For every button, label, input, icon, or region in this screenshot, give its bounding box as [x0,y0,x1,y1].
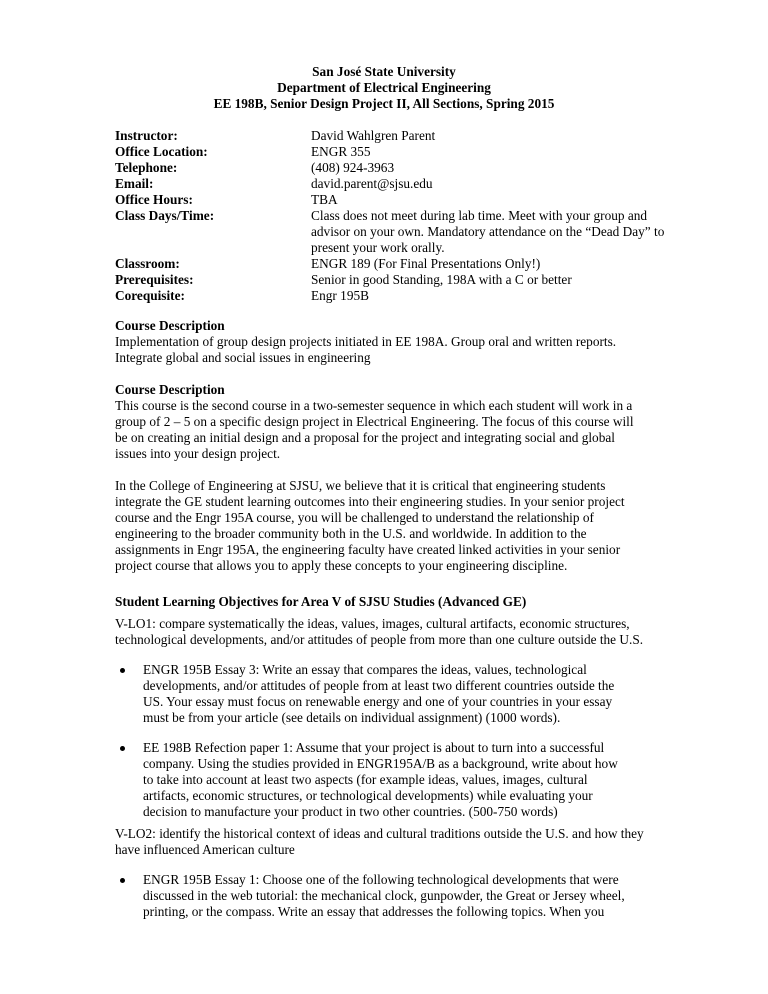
info-row-telephone [115,160,675,176]
paragraph-line: project course that allows you to apply these concepts to your engineering discipline. [115,558,568,573]
info-row-office-hours [115,192,675,208]
info-row-office-location [115,144,675,160]
list-item-line: ENGR 195B Essay 1: Choose one of the following technological developments that were [143,872,619,887]
telephone-label: Telephone: [115,160,178,175]
info-row-instructor [115,128,675,144]
paragraph-line: V-LO2: identify the historical context of ideas and cultural traditions outside the U.S. and how they [115,826,644,841]
paragraph-line: Integrate global and social issues in engineering [115,350,371,365]
email-value: david.parent@sjsu.edu [311,176,433,191]
vlo1-text [115,616,675,648]
paragraph-line: be on creating an initial design and a proposal for the project and integrating social and global [115,430,615,445]
info-row-class-days [115,208,675,256]
list-item [115,662,675,726]
paragraph-line: Implementation of group design projects initiated in EE 198A. Group oral and written reports. [115,334,617,349]
list-item-line: must be from your article (see details on individual assignment) (1000 words). [143,710,561,725]
office-location-value: ENGR 355 [311,144,371,159]
bullet-icon [120,746,125,751]
class-days-value-line: Class does not meet during lab time. Meet with your group and [311,208,648,223]
section-heading: Course Description [115,382,225,397]
prerequisites-value: Senior in good Standing, 198A with a C or better [311,272,572,287]
paragraph-line: have influenced American culture [115,842,295,857]
class-days-value [311,208,681,256]
paragraph-line: In the College of Engineering at SJSU, we believe that it is critical that engineering students [115,478,606,493]
list-item-line: artifacts, economic structures, or technological developments) while evaluating your [143,788,593,803]
info-row-prerequisites [115,272,675,288]
paragraph-line: technological developments, and/or attitudes of people from more than one culture outside the U.S. [115,632,644,647]
section-heading: Student Learning Objectives for Area V of SJSU Studies (Advanced GE) [115,594,527,609]
department-name: Department of Electrical Engineering [277,80,491,95]
instructor-label: Instructor: [115,128,178,143]
learning-objectives-section [115,594,675,920]
document-header [0,64,768,112]
list-item-line: decision to manufacture your product in two other countries. (500-750 words) [143,804,558,819]
corequisite-label: Corequisite: [115,288,185,303]
paragraph-line: This course is the second course in a two-semester sequence in which each student will work in a [115,398,633,413]
list-item [115,872,675,920]
prerequisites-label: Prerequisites: [115,272,194,287]
list-item-line: ENGR 195B Essay 3: Write an essay that compares the ideas, values, technological [143,662,587,677]
document-body [115,318,675,920]
paragraph-line: group of 2 – 5 on a specific design project in Electrical Engineering. The focus of this course will [115,414,634,429]
class-days-value-line: present your work orally. [311,240,445,255]
university-name: San José State University [312,64,456,79]
info-row-classroom [115,256,675,272]
paragraph-line: course and the Engr 195A course, you will be challenged to understand the relationship of [115,510,594,525]
bullet-icon [120,668,125,673]
paragraph-line: issues into your design project. [115,446,281,461]
office-location-label: Office Location: [115,144,208,159]
list-item-line: discussed in the web tutorial: the mechanical clock, gunpowder, the Great or Jersey wheel, [143,888,625,903]
list-item-line: US. Your essay must focus on renewable energy and one of your countries in your essay [143,694,613,709]
class-days-label: Class Days/Time: [115,208,215,223]
ge-paragraph [115,478,675,574]
classroom-value: ENGR 189 (For Final Presentations Only!) [311,256,541,271]
course-info-table [115,128,675,304]
vlo2-text [115,826,675,858]
course-description-section [115,318,675,366]
info-row-corequisite [115,288,675,304]
instructor-value: David Wahlgren Parent [311,128,436,143]
bullet-icon [120,878,125,883]
list-item-line: EE 198B Refection paper 1: Assume that your project is about to turn into a successful [143,740,605,755]
corequisite-value: Engr 195B [311,288,369,303]
paragraph-line: V-LO1: compare systematically the ideas, values, images, cultural artifacts, economic structures, [115,616,630,631]
list-item-line: to take into account at least two aspects (for example ideas, values, images, cultural [143,772,588,787]
paragraph-line: engineering to the broader community both in the U.S. and worldwide. In addition to the [115,526,587,541]
info-row-email [115,176,675,192]
email-label: Email: [115,176,154,191]
course-description-section-2 [115,382,675,462]
paragraph-line: assignments in Engr 195A, the engineering faculty have created linked activities in your senior [115,542,621,557]
list-item-line: developments, and/or attitudes of people from at least two different countries outside the [143,678,615,693]
list-item-line: printing, or the compass. Write an essay that addresses the following topics. When you [143,904,605,919]
telephone-value: (408) 924-3963 [311,160,395,175]
class-days-value-line: advisor on your own. Mandatory attendance on the “Dead Day” to [311,224,665,239]
course-title: EE 198B, Senior Design Project II, All Sections, Spring 2015 [213,96,555,111]
vlo2-bullet-list [115,872,675,920]
office-hours-label: Office Hours: [115,192,193,207]
list-item [115,740,675,820]
vlo1-bullet-list [115,662,675,820]
paragraph-line: integrate the GE student learning outcomes into their engineering studies. In your senior project [115,494,625,509]
office-hours-value: TBA [311,192,338,207]
section-heading: Course Description [115,318,225,333]
classroom-label: Classroom: [115,256,180,271]
list-item-line: company. Using the studies provided in ENGR195A/B as a background, write about how [143,756,618,771]
